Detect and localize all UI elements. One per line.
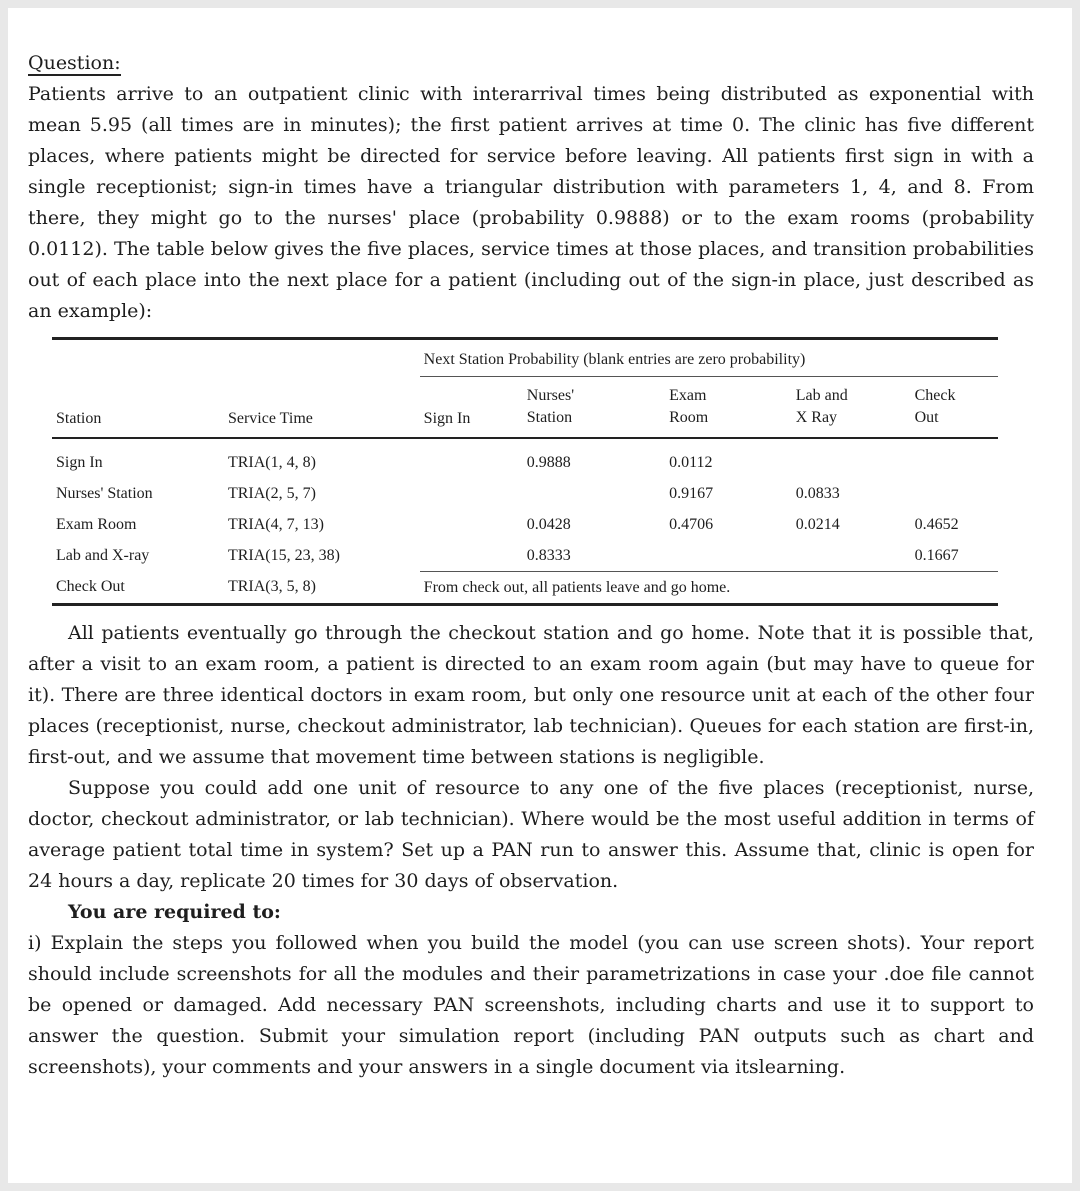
paragraph-2: All patients eventually go through the checkout station and go home. Note that it is possible that, after a visit to an exam room, a patient is directed to an exam room again (but may have to queue for it). There are three identical doctors in exam room, but only one resource unit at each of the other four places (receptionist, nurse, checkout administrator, lab technician). Queues for each station are first-in, first-out, and we assume that movement time between stations is negligible.	[28, 622, 1034, 768]
cell-service-time: TRIA(1, 4, 8)	[227, 453, 316, 471]
cell-sign-in	[420, 540, 523, 572]
cell-nurses: 0.9888	[526, 453, 571, 471]
cell-lab: 0.0214	[795, 515, 840, 533]
transition-table	[52, 337, 998, 606]
document-page	[8, 8, 1072, 1183]
cell-check: 0.4652	[914, 515, 959, 533]
col-header-station: Station	[56, 410, 102, 427]
cell-station: Exam Room	[56, 515, 137, 533]
cell-station: Lab and X-ray	[56, 546, 150, 564]
cell-check	[911, 478, 998, 509]
column-header-row	[52, 377, 998, 439]
checkout-note: From check out, all patients leave and go home.	[420, 572, 998, 604]
transition-table-grid	[52, 340, 998, 603]
cell-nurses: 0.0428	[526, 515, 571, 533]
table-bottom-rule	[52, 603, 998, 606]
cell-exam	[665, 540, 792, 572]
cell-nurses: 0.8333	[526, 546, 571, 564]
cell-service-time: TRIA(3, 5, 8)	[227, 578, 316, 596]
col-header-check-out: Check Out	[914, 387, 956, 426]
cell-station: Check Out	[56, 578, 125, 596]
col-header-service-time: Service Time	[227, 410, 313, 427]
cell-exam: 0.9167	[669, 484, 714, 502]
col-header-nurses-station: Nurses' Station	[526, 387, 575, 426]
cell-station: Nurses' Station	[56, 484, 153, 502]
task-i: i) Explain the steps you followed when you build the model (you can use screen shots). Your report should include screenshots for all the modules and their parametrizations in case your .doe file cannot be opened or damaged. Add necessary PAN screenshots, including charts and use it to support to answer the question. Submit your simulation report (including PAN outputs such as chart and screenshots), your comments and your answers in a single document via itslearning.	[28, 932, 1034, 1078]
cell-service-time: TRIA(15, 23, 38)	[227, 546, 340, 564]
table-row	[52, 540, 998, 572]
table-row	[52, 478, 998, 509]
cell-check	[911, 438, 998, 478]
cell-service-time: TRIA(4, 7, 13)	[227, 515, 324, 533]
cell-check: 0.1667	[914, 546, 959, 564]
cell-sign-in	[420, 509, 523, 540]
cell-sign-in	[420, 478, 523, 509]
paragraph-3: Suppose you could add one unit of resource to any one of the five places (receptionist, nurse, doctor, checkout administrator, or lab technician). Where would be the most useful addition in terms of average patient total time in system? Set up a PAN run to answer this. Assume that, clinic is open for 24 hours a day, replicate 20 times for 30 days of observation.	[28, 777, 1034, 892]
col-header-lab-xray: Lab and X Ray	[795, 387, 848, 426]
intro-paragraph: Patients arrive to an outpatient clinic with interarrival times being distributed as exponential with mean 5.95 (all times are in minutes); the first patient arrives at time 0. The clinic has five different places, where patients might be directed for service before leaving. All patients first sign in with a single receptionist; sign-in times have a triangular distribution with parameters 1, 4, and 8. From there, they might go to the nurses' place (probability 0.9888) or to the exam rooms (probability 0.0112). The table below gives the five places, service times at those places, and transition probabilities out of each place into the next place for a patient (including out of the sign-in place, just described as an example):	[28, 83, 1034, 322]
table-row	[52, 509, 998, 540]
col-header-exam-room: Exam Room	[669, 387, 709, 426]
table-row	[52, 438, 998, 478]
cell-nurses	[523, 478, 665, 509]
document-content	[28, 48, 1034, 1083]
cell-station: Sign In	[56, 453, 103, 471]
cell-lab	[792, 540, 911, 572]
required-heading: You are required to:	[68, 901, 281, 923]
cell-sign-in	[420, 438, 523, 478]
cell-lab	[792, 438, 911, 478]
table-row	[52, 572, 998, 604]
group-header-row	[52, 340, 998, 377]
cell-exam: 0.0112	[669, 453, 713, 471]
cell-service-time: TRIA(2, 5, 7)	[227, 484, 316, 502]
question-heading: Question:	[28, 52, 121, 74]
group-header: Next Station Probability (blank entries are zero probability)	[420, 340, 998, 377]
cell-exam: 0.4706	[669, 515, 714, 533]
col-header-sign-in: Sign In	[423, 410, 471, 427]
cell-lab: 0.0833	[795, 484, 840, 502]
